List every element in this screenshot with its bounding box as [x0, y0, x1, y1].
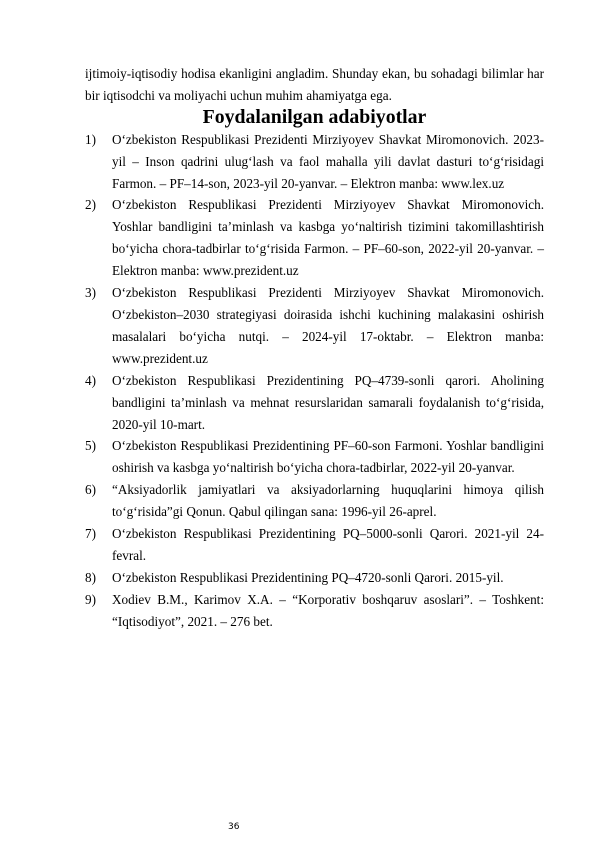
reference-number: 8) — [85, 569, 96, 585]
reference-number: 9) — [85, 591, 96, 607]
reference-number: 4) — [85, 372, 96, 388]
body-paragraph: ijtimoiy-iqtisodiy hodisa ekanligini angladim. Shunday ekan, bu sohadagi bilimlar har bir iqtisodchi va moliyachi uchun muhim ahamiyatga ega. — [85, 66, 544, 103]
reference-item-5 — [85, 435, 544, 479]
reference-text: O‘zbekiston Respublikasi Prezidenti Mirziyoyev Shavkat Miromonovich. O‘zbekiston–2030 strategiyasi doirasida ishchi kuchining malakasini oshirish masalalari bo‘yicha nutqi. – 2024-yil 17-oktabr. – Elektron manba: www.prezident.uz — [112, 285, 544, 366]
page-content — [85, 63, 544, 633]
reference-number: 2) — [85, 197, 96, 213]
reference-text: O‘zbekiston Respublikasi Prezidentining PF–60-son Farmoni. Yoshlar bandligini oshirish va kasbga yo‘naltirish bo‘yicha chora-tadbirlar, 2022-yil 20-yanvar. — [112, 438, 544, 476]
reference-item-8 — [85, 567, 544, 589]
reference-number: 3) — [85, 285, 96, 301]
reference-text: Xodiev B.M., Karimov X.A. – “Korporativ boshqaruv asoslari”. – Toshkent: “Iqtisodiyot”, 2021. – 276 bet. — [112, 591, 544, 629]
reference-item-6 — [85, 479, 544, 523]
reference-number: 6) — [85, 482, 96, 498]
reference-text: “Aksiyadorlik jamiyatlari va aksiyadorlarning huquqlarini himoya qilish to‘g‘risida”gi Qonun. Qabul qilingan sana: 1996-yil 26-aprel. — [112, 482, 544, 520]
reference-item-9 — [85, 589, 544, 633]
reference-number: 7) — [85, 526, 96, 542]
reference-item-1 — [85, 129, 544, 195]
references-list — [85, 129, 544, 633]
reference-item-2 — [85, 194, 544, 282]
page-number: 36 — [228, 822, 240, 832]
reference-item-3 — [85, 282, 544, 370]
reference-text: O‘zbekiston Respublikasi Prezidenti Mirziyoyev Shavkat Miromonovich. 2023-yil – Inson qadrini ulug‘lash va faol mahalla yili davlat dasturi to‘g‘risidagi Farmon. – PF–14-son, 2023-yil 20-yanvar. – Elektron manba: www.lex.uz — [112, 131, 544, 191]
reference-text: O‘zbekiston Respublikasi Prezidentining PQ–5000-sonli Qarori. 2021-yil 24-fevral. — [112, 526, 544, 563]
reference-number: 5) — [85, 438, 96, 454]
reference-text: O‘zbekiston Respublikasi Prezidentining PQ–4739-sonli qarori. Aholining bandligini ta’minlash va mehnat resurslaridan samarali foydalanish to‘g‘risida, 2020-yil 10-mart. — [112, 372, 544, 432]
reference-item-7 — [85, 523, 544, 567]
reference-number: 1) — [85, 131, 96, 147]
reference-text: O‘zbekiston Respublikasi Prezidentining PQ–4720-sonli Qarori. 2015-yil. — [112, 569, 504, 585]
reference-text: O‘zbekiston Respublikasi Prezidenti Mirziyoyev Shavkat Miromonovich. Yoshlar bandligini ta’minlash va kasbga yo‘naltirish tizimini takomillashtirish bo‘yicha chora-tadbirlar to‘g‘risida Farmon. – PF–60-son, 2022-yil 20-yanvar. – Elektron manba: www.prezident.uz — [112, 197, 544, 279]
reference-item-4 — [85, 370, 544, 436]
references-heading: Foydalanilgan adabiyotlar — [202, 105, 427, 128]
